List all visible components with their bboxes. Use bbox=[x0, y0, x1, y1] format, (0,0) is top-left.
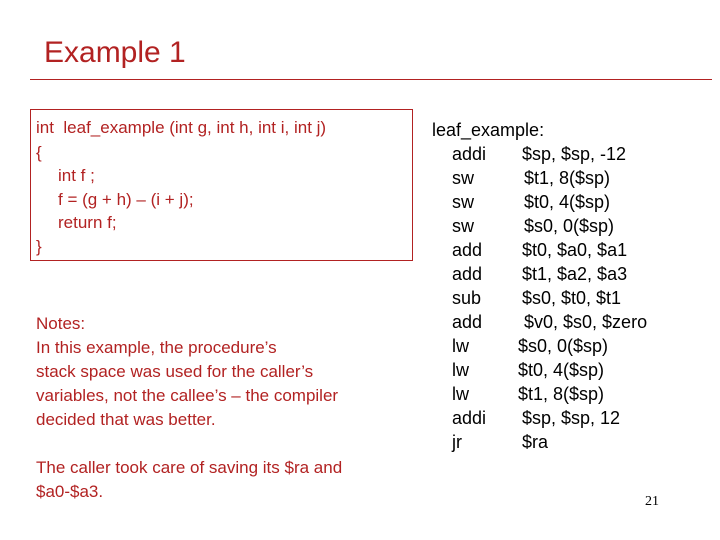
asm-op: add bbox=[452, 264, 483, 284]
asm-op: addi bbox=[452, 144, 487, 164]
slide-title: Example 1 bbox=[44, 36, 186, 69]
title-divider bbox=[30, 79, 712, 80]
asm-args: $v0, $s0, $zero bbox=[524, 312, 648, 332]
asm-op: sw bbox=[452, 192, 474, 212]
asm-args: $t1, $a2, $a3 bbox=[522, 264, 628, 284]
asm-op: sub bbox=[452, 288, 482, 308]
asm-args: $t0, $a0, $a1 bbox=[522, 240, 628, 260]
asm-args: $sp, $sp, 12 bbox=[522, 408, 621, 428]
notes-text: $a0-$a3. bbox=[36, 482, 104, 501]
page-number: 21 bbox=[645, 494, 659, 509]
asm-label: leaf_example: bbox=[432, 120, 545, 140]
asm-op: lw bbox=[452, 336, 469, 356]
c-code-line: } bbox=[36, 237, 42, 256]
notes-text: The caller took care of saving its $ra and bbox=[36, 458, 343, 477]
asm-op: sw bbox=[452, 216, 474, 236]
c-code-line: return f; bbox=[58, 213, 117, 232]
asm-args: $ra bbox=[522, 432, 549, 452]
asm-args: $s0, $t0, $t1 bbox=[522, 288, 622, 308]
asm-op: jr bbox=[452, 432, 462, 452]
notes-text: variables, not the callee’s – the compiler bbox=[36, 386, 339, 405]
asm-op: sw bbox=[452, 168, 474, 188]
asm-op: add bbox=[452, 240, 483, 260]
c-code-line: int f ; bbox=[58, 166, 95, 185]
c-code-line: f = (g + h) – (i + j); bbox=[58, 190, 194, 209]
asm-args: $s0, 0($sp) bbox=[524, 216, 615, 236]
c-code-line: int leaf_example (int g, int h, int i, int j) bbox=[36, 118, 327, 137]
asm-args: $sp, $sp, -12 bbox=[522, 144, 627, 164]
c-code-line: { bbox=[36, 143, 42, 162]
notes-text: In this example, the procedure’s bbox=[36, 338, 277, 357]
asm-args: $t0, 4($sp) bbox=[518, 360, 605, 380]
notes-heading: Notes: bbox=[36, 314, 86, 333]
asm-op: lw bbox=[452, 384, 469, 404]
asm-args: $t0, 4($sp) bbox=[524, 192, 611, 212]
notes-text: decided that was better. bbox=[36, 410, 216, 429]
notes-text: stack space was used for the caller’s bbox=[36, 362, 314, 381]
asm-args: $s0, 0($sp) bbox=[518, 336, 609, 356]
asm-op: lw bbox=[452, 360, 469, 380]
asm-op: add bbox=[452, 312, 483, 332]
asm-op: addi bbox=[452, 408, 487, 428]
asm-args: $t1, 8($sp) bbox=[524, 168, 611, 188]
asm-args: $t1, 8($sp) bbox=[518, 384, 605, 404]
